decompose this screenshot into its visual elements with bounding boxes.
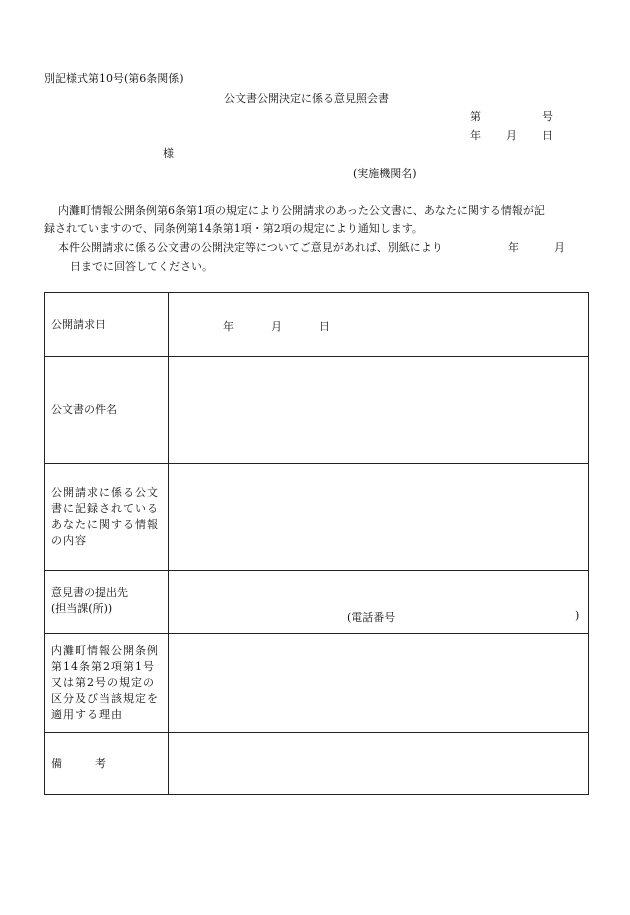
submission-destination-line-1: 意見書の提出先	[51, 586, 128, 599]
doc-number-prefix: 第	[470, 110, 481, 123]
form-number: 別記様式第10号(第6条関係)	[44, 72, 184, 85]
paragraph-2-line-1: 本件公開請求に係る公文書の公開決定等についてご意見があれば、別紙により	[58, 241, 443, 254]
remarks-label: 備 考	[45, 733, 169, 795]
request-date-field[interactable]	[169, 293, 589, 357]
document-title: 公文書公開決定に係る意見照会書	[224, 92, 389, 105]
applicable-provision-field[interactable]	[169, 634, 589, 733]
issuer-name: (実施機関名)	[353, 167, 417, 180]
request-date-label: 公開請求日	[45, 293, 169, 357]
paragraph-2-line-2: 日までに回答してください。	[70, 260, 213, 273]
document-subject-label: 公文書の件名	[45, 357, 169, 464]
request-date-day: 日	[319, 320, 330, 333]
submission-destination-label	[45, 571, 169, 634]
request-date-month: 月	[271, 320, 282, 333]
submission-destination-field[interactable]	[169, 571, 589, 634]
applicable-provision-label	[45, 634, 169, 733]
recorded-info-label	[45, 464, 169, 571]
request-date-year: 年	[223, 320, 234, 333]
table-row	[45, 571, 589, 634]
remarks-field[interactable]	[169, 733, 589, 795]
addressee-suffix: 様	[163, 147, 174, 160]
recorded-info-field[interactable]	[169, 464, 589, 571]
paragraph-2-month: 月	[554, 241, 565, 254]
table-row	[45, 293, 589, 357]
date-day: 日	[542, 129, 553, 142]
response-form-table	[44, 292, 589, 795]
applicable-provision-label-text: 内灘町情報公開条例第14条第2項第1号又は第2号の規定の区分及び当該規定を適用する理由	[51, 644, 159, 721]
submission-destination-line-2: (担当課(所))	[51, 602, 113, 615]
table-row	[45, 357, 589, 464]
document-subject-field[interactable]	[169, 357, 589, 464]
recorded-info-label-text: 公開請求に係る公文書に記録されているあなたに関する情報の内容	[51, 486, 159, 547]
paragraph-2-year: 年	[508, 241, 519, 254]
paragraph-1-line-1: 内灘町情報公開条例第6条第1項の規定により公開請求のあった公文書に、あなたに関する情報が記	[58, 204, 545, 217]
phone-number-open: (電話番号	[347, 611, 396, 624]
table-row	[45, 464, 589, 571]
paragraph-1-line-2: 録されていますので、同条例第14条第1項・第2項の規定により通知します。	[44, 222, 423, 235]
table-row	[45, 733, 589, 795]
doc-number-suffix: 号	[542, 110, 553, 123]
table-row	[45, 634, 589, 733]
date-month: 月	[506, 129, 517, 142]
phone-number-close: )	[575, 609, 580, 622]
date-year: 年	[470, 129, 481, 142]
